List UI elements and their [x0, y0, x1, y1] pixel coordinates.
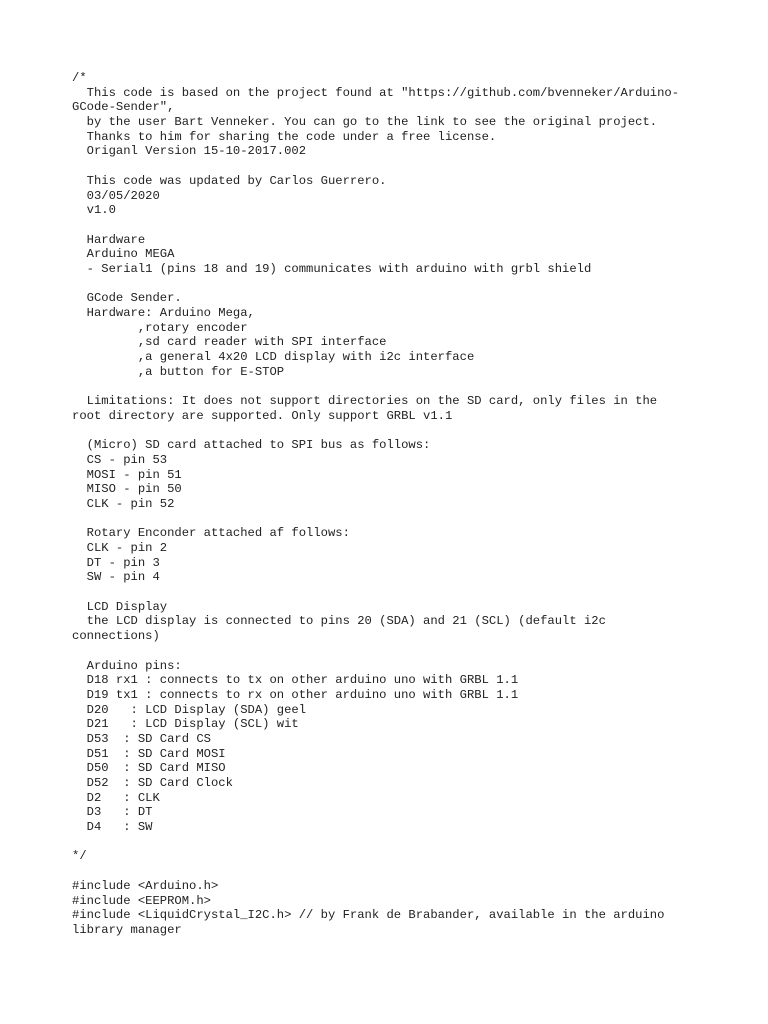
- code-line: [72, 218, 712, 233]
- code-line: D20 : LCD Display (SDA) geel: [72, 702, 307, 717]
- code-line: Arduino pins:: [72, 658, 182, 673]
- code-line: - Serial1 (pins 18 and 19) communicates with arduino with grbl shield: [72, 261, 592, 276]
- code-line: D18 rx1 : connects to tx on other arduino uno with GRBL 1.1: [72, 673, 519, 688]
- code-line: CLK - pin 2: [72, 541, 168, 555]
- code-line: [72, 379, 712, 394]
- code-line: ,a button for E-STOP: [72, 364, 285, 379]
- code-line: [72, 512, 712, 527]
- code-line: #include <LiquidCrystal_I2C.h> // by Frank de Brabander, available in the arduino: [72, 908, 665, 923]
- code-line: root directory are supported. Only support GRBL v1.1: [72, 408, 453, 423]
- code-line: #include <EEPROM.h>: [72, 893, 211, 908]
- code-line: by the user Bart Venneker. You can go to the link to see the original project.: [72, 115, 658, 130]
- code-line: ,sd card reader with SPI interface: [72, 335, 387, 350]
- code-line: Limitations: It does not support directories on the SD card, only files in the: [72, 394, 658, 409]
- code-line: [72, 644, 712, 659]
- code-line: the LCD display is connected to pins 20 (SDA) and 21 (SCL) (default i2c: [72, 614, 606, 629]
- code-line: Hardware: [72, 232, 146, 247]
- code-line: [72, 159, 712, 174]
- code-line: Arduino MEGA: [72, 247, 175, 262]
- code-line: connections): [72, 629, 160, 644]
- code-line: v1.0: [72, 203, 116, 218]
- code-line: GCode Sender.: [72, 291, 182, 306]
- code-line: [72, 864, 712, 879]
- code-line: ,a general 4x20 LCD display with i2c interface: [72, 350, 475, 365]
- code-line: D50 : SD Card MISO: [72, 761, 226, 776]
- code-line: D51 : SD Card MOSI: [72, 746, 226, 761]
- code-line: /*: [72, 71, 87, 85]
- code-line: library manager: [72, 922, 182, 937]
- code-line: D53 : SD Card CS: [72, 731, 211, 746]
- code-line: [72, 277, 712, 292]
- code-line: CS - pin 53: [72, 452, 168, 467]
- code-line: GCode-Sender",: [72, 100, 175, 115]
- code-line: [72, 835, 712, 850]
- code-line: [72, 585, 712, 600]
- code-block: [72, 71, 712, 938]
- code-line: */: [72, 849, 87, 864]
- code-line: D3 : DT: [72, 805, 153, 820]
- code-line: Rotary Enconder attached af follows:: [72, 526, 350, 541]
- code-line: This code was updated by Carlos Guerrero.: [72, 173, 387, 188]
- code-line: Hardware: Arduino Mega,: [72, 306, 255, 320]
- code-line: MISO - pin 50: [72, 482, 182, 497]
- code-line: DT - pin 3: [72, 555, 160, 570]
- code-line: D2 : CLK: [72, 790, 160, 805]
- code-line: ,rotary encoder: [72, 320, 248, 335]
- code-line: 03/05/2020: [72, 188, 160, 203]
- code-line: Thanks to him for sharing the code under a free license.: [72, 129, 497, 144]
- code-line: LCD Display: [72, 599, 168, 614]
- code-line: (Micro) SD card attached to SPI bus as follows:: [72, 438, 431, 453]
- code-line: D4 : SW: [72, 820, 153, 835]
- code-line: D19 tx1 : connects to rx on other arduino uno with GRBL 1.1: [72, 687, 519, 702]
- code-line: SW - pin 4: [72, 570, 160, 585]
- code-line: #include <Arduino.h>: [72, 878, 219, 893]
- code-line: Origanl Version 15-10-2017.002: [72, 144, 307, 159]
- code-line: CLK - pin 52: [72, 496, 175, 511]
- code-line: This code is based on the project found at "https://github.com/bvenneker/Arduino-: [72, 85, 680, 100]
- code-line: [72, 424, 712, 439]
- code-line: D52 : SD Card Clock: [72, 776, 233, 790]
- code-line: MOSI - pin 51: [72, 467, 182, 482]
- code-line: D21 : LCD Display (SCL) wit: [72, 717, 299, 732]
